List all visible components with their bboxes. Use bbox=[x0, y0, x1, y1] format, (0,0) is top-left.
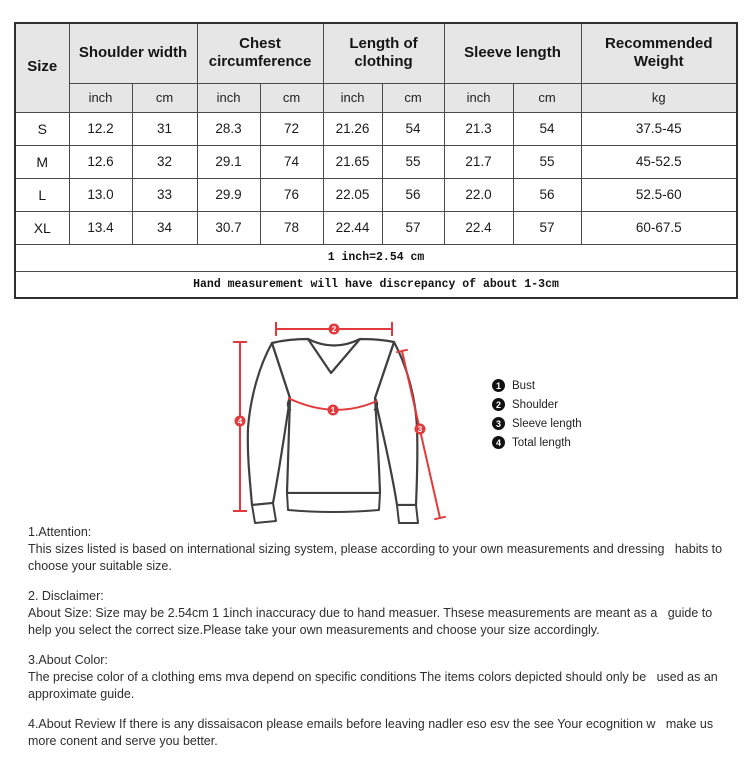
cell-value: 37.5-45 bbox=[581, 112, 737, 145]
cell-value: 31 bbox=[132, 112, 197, 145]
table-row-m bbox=[15, 145, 737, 178]
legend-number-badge: 4 bbox=[492, 436, 505, 449]
cell-value: 12.6 bbox=[69, 145, 132, 178]
note-heading: 1.Attention: bbox=[28, 525, 92, 539]
subheader-chest-inch: inch bbox=[197, 83, 260, 112]
legend-label: Bust bbox=[512, 379, 536, 392]
col-header-recommended-weight: Recommended Weight bbox=[581, 23, 737, 83]
cell-value: 21.3 bbox=[444, 112, 513, 145]
subheader-length-cm: cm bbox=[382, 83, 444, 112]
cell-value: 76 bbox=[260, 178, 323, 211]
legend-item-total-length bbox=[492, 436, 582, 449]
note-body: About Size: Size may be 2.54cm 1 1inch inaccuracy due to hand measuer. Thsese measurements are meant as a guide to help you select the correct size.Please take your own measurements and choose your size accordingly. bbox=[28, 606, 716, 637]
size-chart bbox=[14, 22, 736, 299]
cell-value: 55 bbox=[382, 145, 444, 178]
cell-value: 34 bbox=[132, 211, 197, 244]
cell-value: 57 bbox=[382, 211, 444, 244]
legend-item-shoulder bbox=[492, 398, 582, 411]
cell-value: 22.05 bbox=[323, 178, 382, 211]
legend-number-badge: 1 bbox=[492, 379, 505, 392]
svg-text:3: 3 bbox=[417, 425, 423, 434]
col-header-chest-circumference: Chest circumference bbox=[197, 23, 323, 83]
legend-label: Shoulder bbox=[512, 398, 559, 411]
cell-value: 45-52.5 bbox=[581, 145, 737, 178]
cell-value: 54 bbox=[382, 112, 444, 145]
table-note-inch-conversion: 1 inch=2.54 cm bbox=[15, 244, 737, 271]
subheader-length-inch: inch bbox=[323, 83, 382, 112]
cell-value: 22.0 bbox=[444, 178, 513, 211]
notes-section bbox=[28, 524, 728, 763]
cell-value: 32 bbox=[132, 145, 197, 178]
size-label: M bbox=[15, 145, 69, 178]
svg-text:1: 1 bbox=[330, 406, 336, 415]
col-header-length-of-clothing: Length of clothing bbox=[323, 23, 444, 83]
note-about-color bbox=[28, 652, 728, 703]
cell-value: 55 bbox=[513, 145, 581, 178]
cell-value: 12.2 bbox=[69, 112, 132, 145]
size-chart-table bbox=[14, 22, 738, 299]
col-header-size: Size bbox=[15, 23, 69, 112]
sweater-body bbox=[272, 339, 394, 493]
col-header-sleeve-length: Sleeve length bbox=[444, 23, 581, 83]
cell-value: 21.65 bbox=[323, 145, 382, 178]
cell-value: 74 bbox=[260, 145, 323, 178]
marker-shoulder bbox=[329, 324, 340, 335]
cell-value: 29.9 bbox=[197, 178, 260, 211]
cell-value: 13.4 bbox=[69, 211, 132, 244]
cell-value: 54 bbox=[513, 112, 581, 145]
legend-label: Total length bbox=[512, 436, 571, 449]
size-label: XL bbox=[15, 211, 69, 244]
note-body: The precise color of a clothing ems mva depend on specific conditions The items colors depicted should only be used as an approximate guide. bbox=[28, 670, 722, 701]
note-body: This sizes listed is based on international sizing system, please according to your own measurements and dressing habits to choose your suitable size. bbox=[28, 542, 726, 573]
cell-value: 28.3 bbox=[197, 112, 260, 145]
legend-item-sleeve-length bbox=[492, 417, 582, 430]
svg-text:4: 4 bbox=[237, 417, 243, 426]
cell-value: 21.26 bbox=[323, 112, 382, 145]
subheader-shoulder-cm: cm bbox=[132, 83, 197, 112]
sweater-left-cuff bbox=[252, 503, 276, 523]
note-disclaimer bbox=[28, 588, 728, 639]
marker-sleeve bbox=[415, 424, 426, 435]
note-attention bbox=[28, 524, 728, 575]
cell-value: 30.7 bbox=[197, 211, 260, 244]
table-row-s bbox=[15, 112, 737, 145]
cell-value: 52.5-60 bbox=[581, 178, 737, 211]
legend-label: Sleeve length bbox=[512, 417, 582, 430]
subheader-sleeve-inch: inch bbox=[444, 83, 513, 112]
cell-value: 29.1 bbox=[197, 145, 260, 178]
legend-number-badge: 3 bbox=[492, 417, 505, 430]
note-about-review bbox=[28, 716, 728, 750]
cell-value: 22.4 bbox=[444, 211, 513, 244]
cell-value: 22.44 bbox=[323, 211, 382, 244]
subheader-sleeve-cm: cm bbox=[513, 83, 581, 112]
note-heading: 2. Disclaimer: bbox=[28, 589, 104, 603]
size-label: L bbox=[15, 178, 69, 211]
subheader-shoulder-inch: inch bbox=[69, 83, 132, 112]
table-row-l bbox=[15, 178, 737, 211]
table-note-measurement-discrepancy: Hand measurement will have discrepancy of about 1-3cm bbox=[15, 271, 737, 298]
sweater-measurement-diagram bbox=[225, 306, 475, 533]
cell-value: 56 bbox=[513, 178, 581, 211]
cell-value: 56 bbox=[382, 178, 444, 211]
legend-item-bust bbox=[492, 379, 582, 392]
diagram-legend bbox=[492, 379, 582, 455]
cell-value: 60-67.5 bbox=[581, 211, 737, 244]
cell-value: 21.7 bbox=[444, 145, 513, 178]
col-header-shoulder-width: Shoulder width bbox=[69, 23, 197, 83]
note-heading: 3.About Color: bbox=[28, 653, 108, 667]
subheader-chest-cm: cm bbox=[260, 83, 323, 112]
table-row-xl bbox=[15, 211, 737, 244]
cell-value: 13.0 bbox=[69, 178, 132, 211]
sweater-right-cuff bbox=[397, 505, 418, 523]
cell-value: 33 bbox=[132, 178, 197, 211]
marker-bust bbox=[328, 405, 339, 416]
cell-value: 57 bbox=[513, 211, 581, 244]
legend-number-badge: 2 bbox=[492, 398, 505, 411]
note-body: 4.About Review If there is any dissaisacon please emails before leaving nadler eso esv the see Your ecognition w make us more conent and serve you better. bbox=[28, 717, 717, 748]
size-label: S bbox=[15, 112, 69, 145]
sweater-hem-band bbox=[287, 493, 380, 512]
cell-value: 78 bbox=[260, 211, 323, 244]
marker-total bbox=[235, 416, 246, 427]
svg-text:2: 2 bbox=[331, 325, 337, 334]
subheader-weight-kg: kg bbox=[581, 83, 737, 112]
cell-value: 72 bbox=[260, 112, 323, 145]
